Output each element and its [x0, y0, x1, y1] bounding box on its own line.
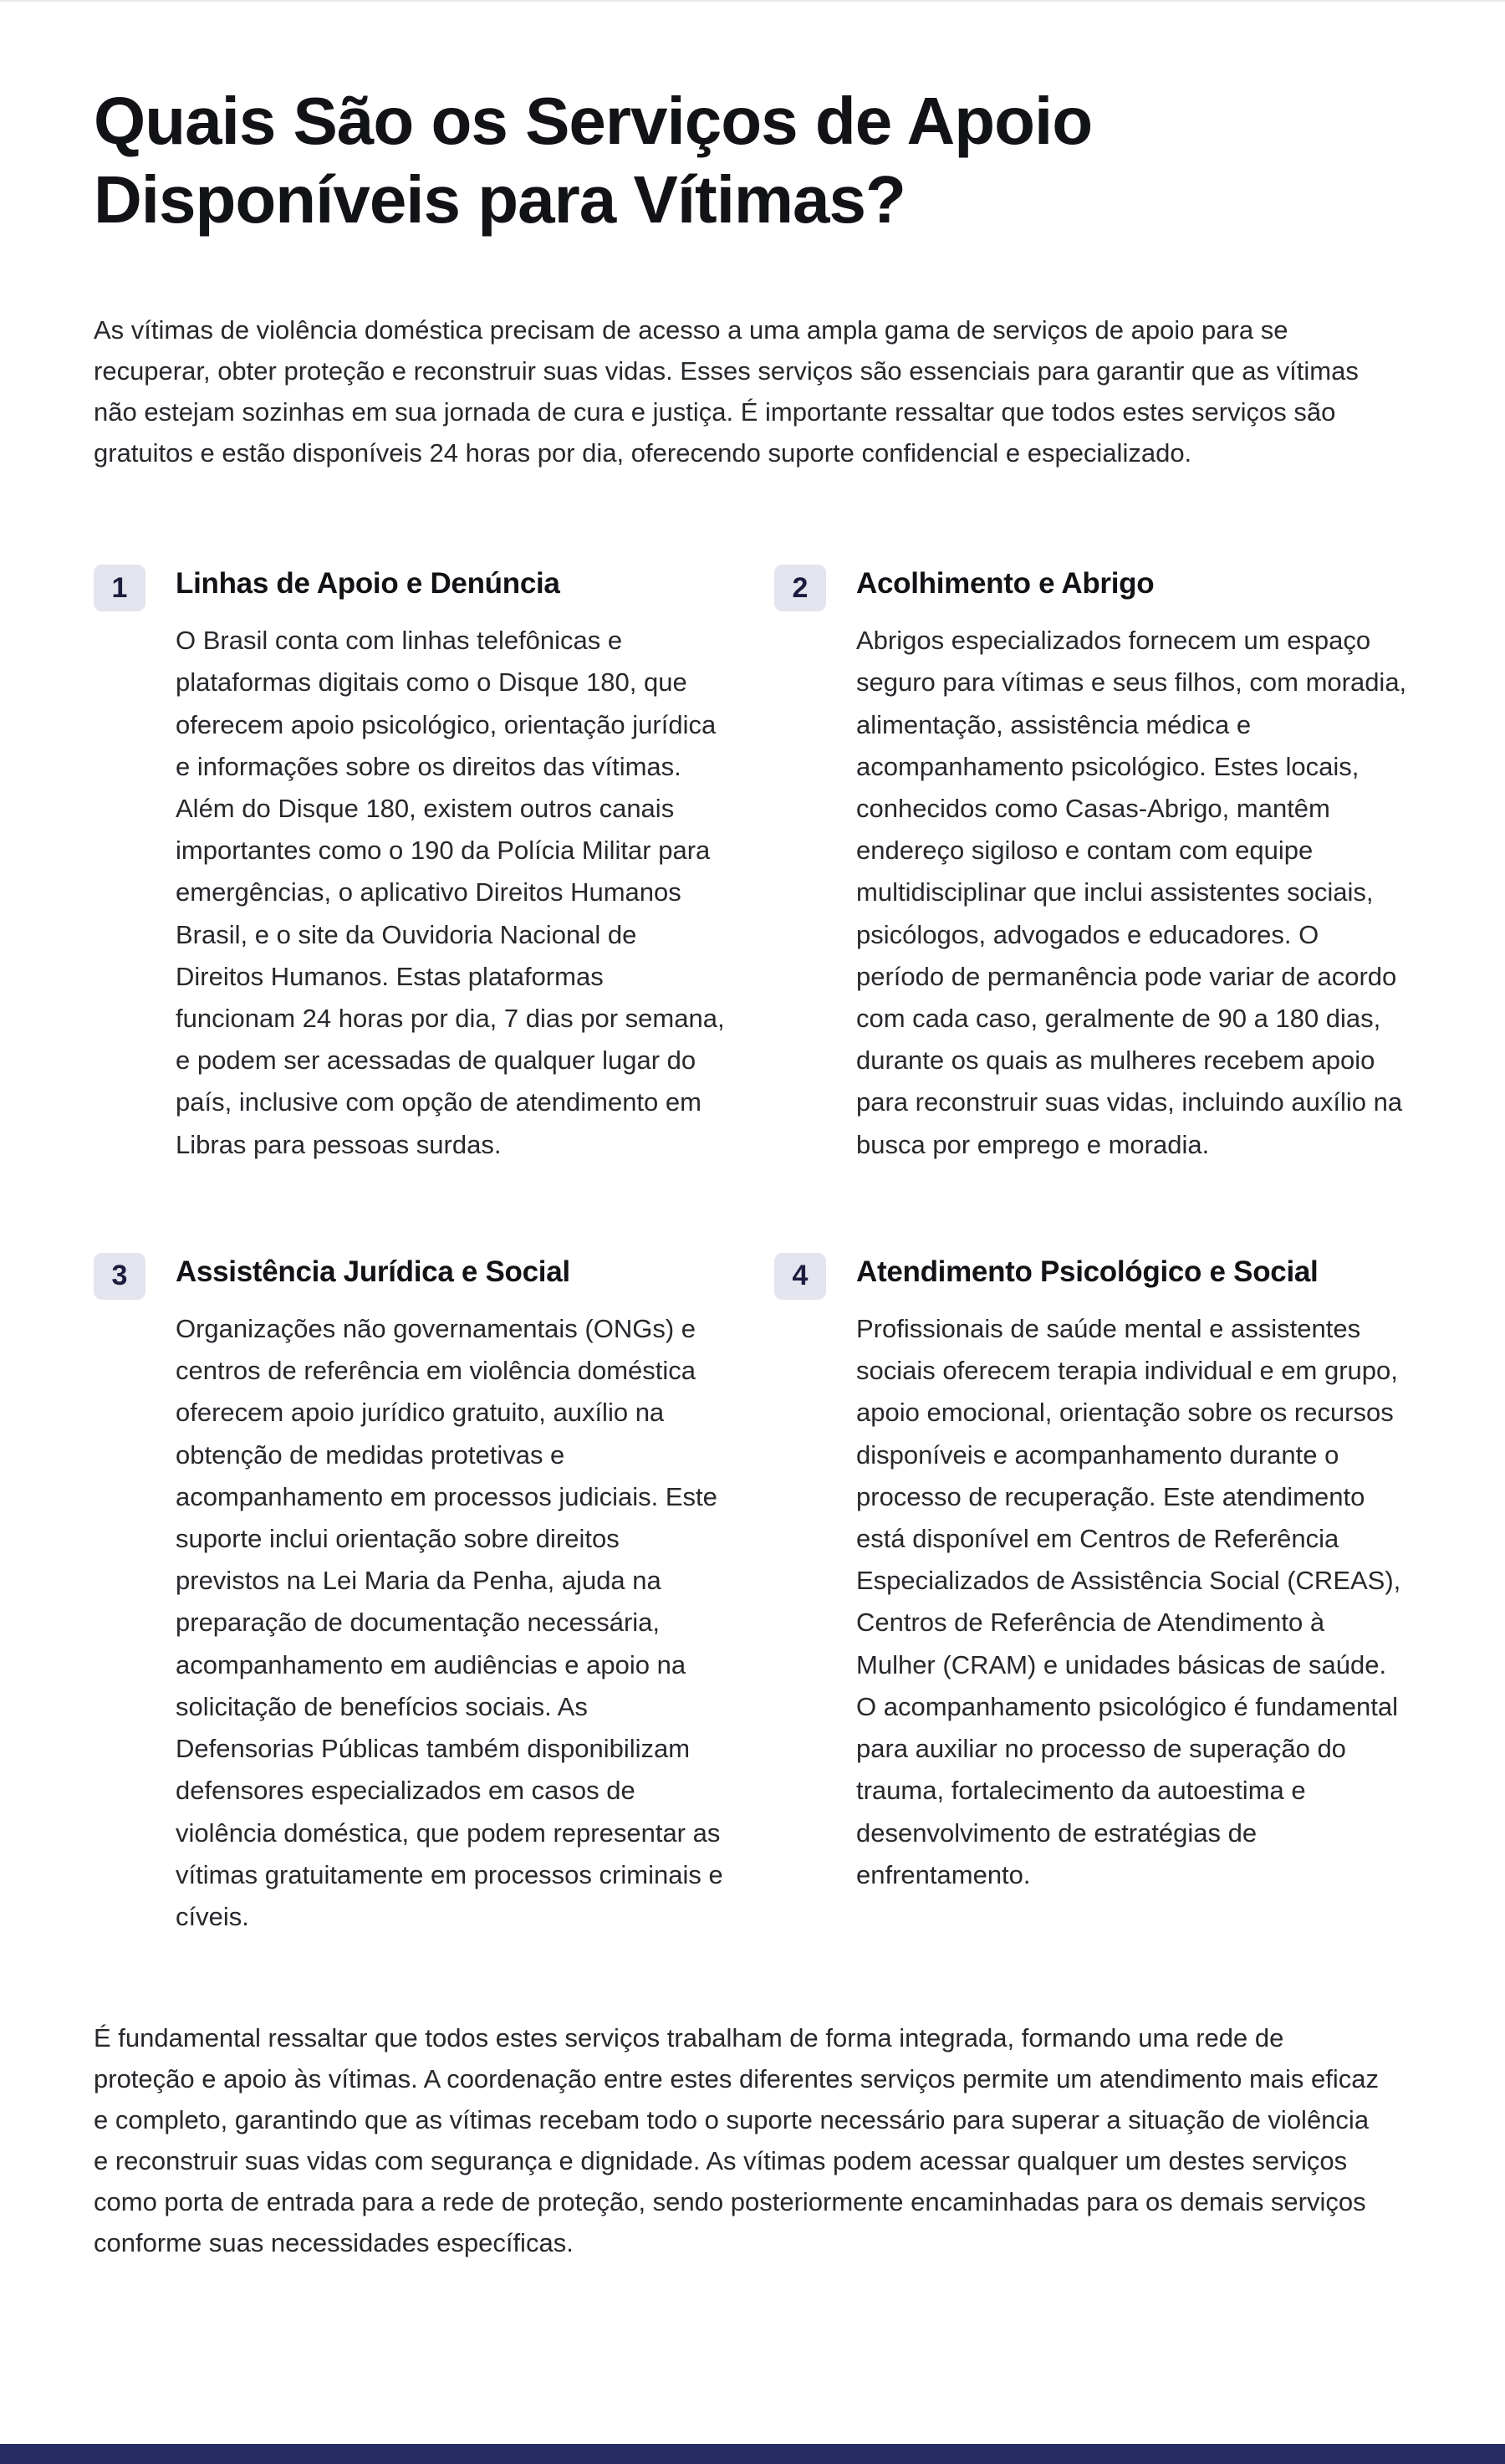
article-content	[0, 2, 1505, 2381]
section-number-badge: 1	[94, 565, 145, 611]
section-content	[856, 565, 1408, 1166]
section-body: Abrigos especializados fornecem um espaço seguro para vítimas e seus filhos, com moradia, alimentação, assistência médica e acompanhamento psicológico. Estes locais, conhecidos como Casas-Abrigo, mantêm endereço sigiloso e contam com equipe multidisciplinar que inclui assistentes sociais, psicólogos, advogados e educadores. O período de permanência pode variar de acordo com cada caso, geralmente de 90 a 180 dias, durante os quais as mulheres recebem apoio para reconstruir suas vidas, incluindo auxílio na busca por emprego e moradia.	[856, 626, 1407, 1159]
section-number-badge: 4	[774, 1253, 826, 1300]
service-section-1	[94, 565, 727, 1166]
intro-paragraph: As vítimas de violência doméstica precisam de acesso a uma ampla gama de serviços de apoio para se recuperar, obter proteção e reconstruir suas vidas. Esses serviços são essenciais para garantir que as vítimas não estejam sozinhas em sua jornada de cura e justiça. É importante ressaltar que todos estes serviços são gratuitos e estão disponíveis 24 horas por dia, oferecendo suporte confidencial e especializado.	[94, 315, 1359, 468]
section-number-badge: 2	[774, 565, 826, 611]
section-content	[176, 1253, 727, 1938]
service-section-2	[774, 565, 1408, 1166]
section-content	[856, 1253, 1408, 1896]
section-body: Organizações não governamentais (ONGs) e centros de referência em violência doméstica oferecem apoio jurídico gratuito, auxílio na obtenção de medidas protetivas e acompanhamento em processos judiciais. Este suporte inclui orientação sobre direitos previstos na Lei Maria da Penha, ajuda na preparação de documentação necessária, acompanhamento em audiências e apoio na solicitação de benefícios sociais. As Defensorias Públicas também disponibilizam defensores especializados em casos de violência doméstica, que podem representar as vítimas gratuitamente em processos criminais e cíveis.	[176, 1313, 723, 1931]
services-grid	[94, 565, 1408, 1938]
page-title: Quais São os Serviços de Apoio Disponíveis para Vítimas?	[94, 84, 1093, 237]
section-title: Acolhimento e Abrigo	[856, 567, 1155, 601]
section-title: Linhas de Apoio e Denúncia	[176, 567, 560, 601]
service-section-4	[774, 1253, 1408, 1938]
footer-accent-bar	[0, 2444, 1505, 2464]
section-body: O Brasil conta com linhas telefônicas e plataformas digitais como o Disque 180, que oferecem apoio psicológico, orientação jurídica e informações sobre os direitos das vítimas. Além do Disque 180, existem outros canais importantes como o 190 da Polícia Militar para emergências, o aplicativo Direitos Humanos Brasil, e o site da Ouvidoria Nacional de Direitos Humanos. Estas plataformas funcionam 24 horas por dia, 7 dias por semana, e podem ser acessadas de qualquer lugar do país, inclusive com opção de atendimento em Libras para pessoas surdas.	[176, 626, 725, 1159]
section-body: Profissionais de saúde mental e assistentes sociais oferecem terapia individual e em grupo, apoio emocional, orientação sobre os recursos disponíveis e acompanhamento durante o processo de recuperação. Este atendimento está disponível em Centros de Referência Especializados de Assistência Social (CREAS), Centros de Referência de Atendimento à Mulher (CRAM) e unidades básicas de saúde. O acompanhamento psicológico é fundamental para auxiliar no processo de superação do trauma, fortalecimento da autoestima e desenvolvimento de estratégias de enfrentamento.	[856, 1313, 1401, 1889]
closing-paragraph: É fundamental ressaltar que todos estes serviços trabalham de forma integrada, formando uma rede de proteção e apoio às vítimas. A coordenação entre estes diferentes serviços permite um atendimento mais eficaz e completo, garantindo que as vítimas recebam todo o suporte necessário para superar a situação de violência e reconstruir suas vidas com segurança e dignidade. As vítimas podem acessar qualquer um destes serviços como porta de entrada para a rede de proteção, sendo posteriormente encaminhadas para os demais serviços conforme suas necessidades específicas.	[94, 2023, 1380, 2258]
section-number-badge: 3	[94, 1253, 145, 1300]
section-content	[176, 565, 727, 1166]
section-title: Assistência Jurídica e Social	[176, 1255, 570, 1288]
service-section-3	[94, 1253, 727, 1938]
section-title: Atendimento Psicológico e Social	[856, 1255, 1319, 1288]
